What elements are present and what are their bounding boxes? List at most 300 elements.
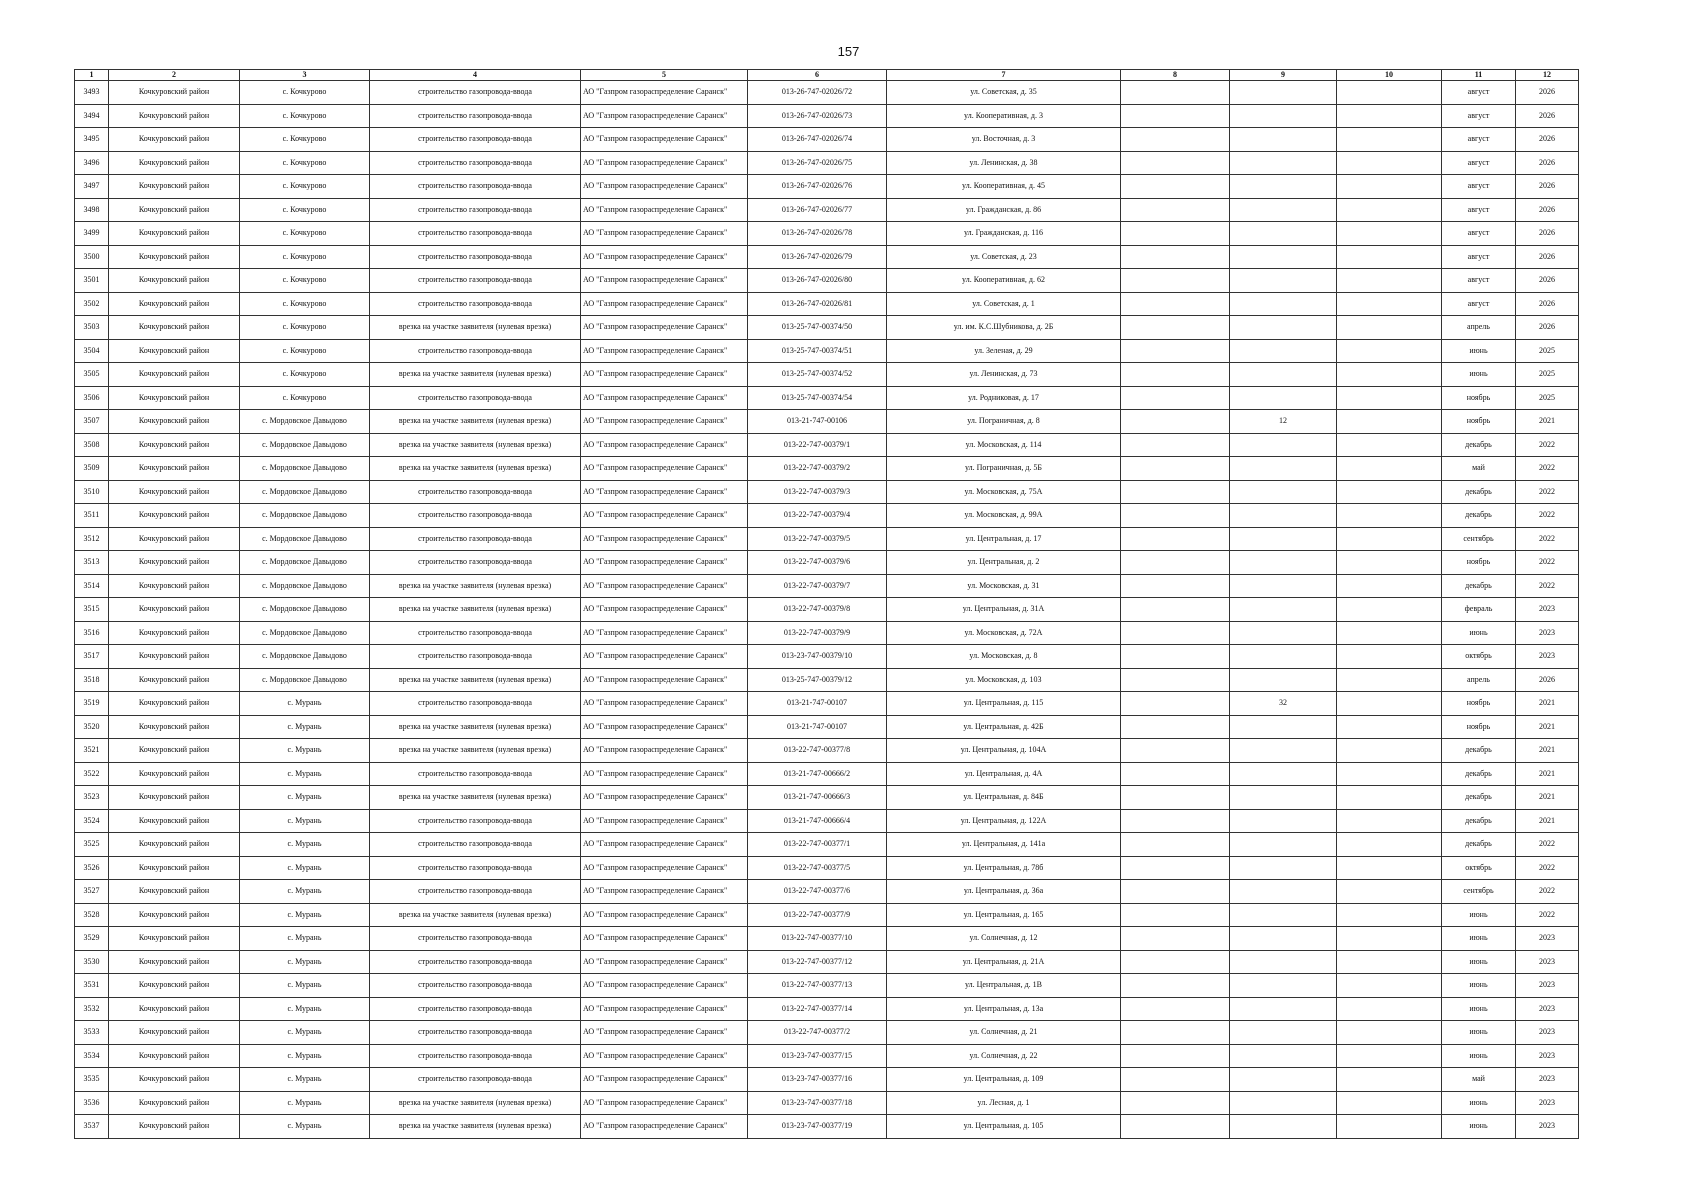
row-number: 3500: [75, 245, 109, 269]
col9-cell: [1230, 386, 1337, 410]
row-number: 3505: [75, 363, 109, 387]
col9-cell: [1230, 997, 1337, 1021]
col10-cell: [1337, 880, 1442, 904]
district-cell: Кочкуровский район: [109, 198, 240, 222]
settlement-cell: с. Кочкурово: [240, 245, 370, 269]
contract-number-cell: 013-22-747-00379/3: [748, 480, 887, 504]
table-row: [75, 151, 1579, 175]
work-type-cell: строительство газопровода-ввода: [370, 927, 581, 951]
col10-cell: [1337, 833, 1442, 857]
settlement-cell: с. Мордовское Давыдово: [240, 598, 370, 622]
month-cell: июнь: [1442, 997, 1516, 1021]
month-cell: август: [1442, 269, 1516, 293]
organization-cell: АО "Газпром газораспределение Саранск": [581, 551, 748, 575]
address-cell: ул. Центральная, д. 13а: [887, 997, 1121, 1021]
organization-cell: АО "Газпром газораспределение Саранск": [581, 668, 748, 692]
col10-cell: [1337, 363, 1442, 387]
address-cell: ул. Советская, д. 23: [887, 245, 1121, 269]
contract-number-cell: 013-25-747-00374/51: [748, 339, 887, 363]
year-cell: 2025: [1516, 339, 1579, 363]
month-cell: декабрь: [1442, 833, 1516, 857]
table-row: [75, 1068, 1579, 1092]
district-cell: Кочкуровский район: [109, 480, 240, 504]
col10-cell: [1337, 386, 1442, 410]
row-number: 3510: [75, 480, 109, 504]
table-row: [75, 363, 1579, 387]
organization-cell: АО "Газпром газораспределение Саранск": [581, 269, 748, 293]
settlement-cell: с. Мордовское Давыдово: [240, 574, 370, 598]
settlement-cell: с. Мурань: [240, 880, 370, 904]
settlement-cell: с. Кочкурово: [240, 128, 370, 152]
district-cell: Кочкуровский район: [109, 833, 240, 857]
contract-number-cell: 013-21-747-00666/2: [748, 762, 887, 786]
contract-number-cell: 013-22-747-00379/9: [748, 621, 887, 645]
work-type-cell: строительство газопровода-ввода: [370, 222, 581, 246]
address-cell: ул. Ленинская, д. 73: [887, 363, 1121, 387]
contract-number-cell: 013-21-747-00107: [748, 715, 887, 739]
address-cell: ул. Центральная, д. 78б: [887, 856, 1121, 880]
organization-cell: АО "Газпром газораспределение Саранск": [581, 645, 748, 669]
organization-cell: АО "Газпром газораспределение Саранск": [581, 410, 748, 434]
col10-cell: [1337, 198, 1442, 222]
year-cell: 2023: [1516, 1115, 1579, 1139]
organization-cell: АО "Газпром газораспределение Саранск": [581, 245, 748, 269]
work-type-cell: врезка на участке заявителя (нулевая врезка): [370, 316, 581, 340]
month-cell: май: [1442, 1068, 1516, 1092]
row-number: 3494: [75, 104, 109, 128]
row-number: 3517: [75, 645, 109, 669]
district-cell: Кочкуровский район: [109, 316, 240, 340]
organization-cell: АО "Газпром газораспределение Саранск": [581, 598, 748, 622]
work-type-cell: врезка на участке заявителя (нулевая врезка): [370, 363, 581, 387]
year-cell: 2025: [1516, 363, 1579, 387]
address-cell: ул. Центральная, д. 109: [887, 1068, 1121, 1092]
table-body: [75, 81, 1579, 1139]
organization-cell: АО "Газпром газораспределение Саранск": [581, 386, 748, 410]
settlement-cell: с. Кочкурово: [240, 104, 370, 128]
col8-cell: [1121, 809, 1230, 833]
year-cell: 2025: [1516, 386, 1579, 410]
contract-number-cell: 013-26-747-02026/80: [748, 269, 887, 293]
settlement-cell: с. Мурань: [240, 762, 370, 786]
district-cell: Кочкуровский район: [109, 950, 240, 974]
year-cell: 2022: [1516, 551, 1579, 575]
year-cell: 2022: [1516, 903, 1579, 927]
work-type-cell: строительство газопровода-ввода: [370, 81, 581, 105]
col10-cell: [1337, 621, 1442, 645]
month-cell: ноябрь: [1442, 715, 1516, 739]
col8-cell: [1121, 739, 1230, 763]
table-row: [75, 950, 1579, 974]
month-cell: август: [1442, 175, 1516, 199]
work-type-cell: врезка на участке заявителя (нулевая врезка): [370, 786, 581, 810]
table-row: [75, 692, 1579, 716]
table-row: [75, 457, 1579, 481]
col8-cell: [1121, 527, 1230, 551]
contract-number-cell: 013-26-747-02026/74: [748, 128, 887, 152]
month-cell: декабрь: [1442, 574, 1516, 598]
district-cell: Кочкуровский район: [109, 363, 240, 387]
organization-cell: АО "Газпром газораспределение Саранск": [581, 1068, 748, 1092]
col9-cell: [1230, 856, 1337, 880]
year-cell: 2026: [1516, 269, 1579, 293]
address-cell: ул. Пограничная, д. 8: [887, 410, 1121, 434]
col8-cell: [1121, 927, 1230, 951]
col8-cell: [1121, 222, 1230, 246]
col9-cell: [1230, 645, 1337, 669]
col10-cell: [1337, 292, 1442, 316]
month-cell: сентябрь: [1442, 527, 1516, 551]
col10-cell: [1337, 551, 1442, 575]
address-cell: ул. Лесная, д. 1: [887, 1091, 1121, 1115]
col10-cell: [1337, 692, 1442, 716]
contract-number-cell: 013-21-747-00106: [748, 410, 887, 434]
year-cell: 2022: [1516, 880, 1579, 904]
address-cell: ул. Центральная, д. 1В: [887, 974, 1121, 998]
col8-cell: [1121, 269, 1230, 293]
organization-cell: АО "Газпром газораспределение Саранск": [581, 903, 748, 927]
organization-cell: АО "Газпром газораспределение Саранск": [581, 292, 748, 316]
work-type-cell: строительство газопровода-ввода: [370, 527, 581, 551]
year-cell: 2023: [1516, 927, 1579, 951]
month-cell: июнь: [1442, 339, 1516, 363]
table-row: [75, 715, 1579, 739]
contract-number-cell: 013-22-747-00377/12: [748, 950, 887, 974]
row-number: 3533: [75, 1021, 109, 1045]
month-cell: февраль: [1442, 598, 1516, 622]
col8-cell: [1121, 621, 1230, 645]
year-cell: 2026: [1516, 175, 1579, 199]
month-cell: июнь: [1442, 363, 1516, 387]
address-cell: ул. Гражданская, д. 86: [887, 198, 1121, 222]
organization-cell: АО "Газпром газораспределение Саранск": [581, 927, 748, 951]
month-cell: август: [1442, 292, 1516, 316]
col9-cell: [1230, 786, 1337, 810]
organization-cell: АО "Газпром газораспределение Саранск": [581, 339, 748, 363]
col8-cell: [1121, 880, 1230, 904]
address-cell: ул. Кооперативная, д. 62: [887, 269, 1121, 293]
settlement-cell: с. Мурань: [240, 1091, 370, 1115]
table-row: [75, 645, 1579, 669]
contract-number-cell: 013-23-747-00377/16: [748, 1068, 887, 1092]
work-type-cell: строительство газопровода-ввода: [370, 104, 581, 128]
page-number: 157: [837, 44, 860, 59]
col8-cell: [1121, 974, 1230, 998]
settlement-cell: с. Кочкурово: [240, 175, 370, 199]
district-cell: Кочкуровский район: [109, 386, 240, 410]
month-cell: ноябрь: [1442, 692, 1516, 716]
col9-cell: [1230, 809, 1337, 833]
column-header-6: 6: [748, 70, 887, 81]
year-cell: 2022: [1516, 480, 1579, 504]
column-header-5: 5: [581, 70, 748, 81]
col8-cell: [1121, 175, 1230, 199]
settlement-cell: с. Мордовское Давыдово: [240, 668, 370, 692]
col10-cell: [1337, 81, 1442, 105]
district-cell: Кочкуровский район: [109, 504, 240, 528]
col9-cell: [1230, 81, 1337, 105]
year-cell: 2023: [1516, 645, 1579, 669]
address-cell: ул. Солнечная, д. 21: [887, 1021, 1121, 1045]
year-cell: 2021: [1516, 715, 1579, 739]
address-cell: ул. Зеленая, д. 29: [887, 339, 1121, 363]
organization-cell: АО "Газпром газораспределение Саранск": [581, 222, 748, 246]
col8-cell: [1121, 551, 1230, 575]
col9-cell: [1230, 222, 1337, 246]
table-row: [75, 574, 1579, 598]
contract-number-cell: 013-22-747-00377/6: [748, 880, 887, 904]
month-cell: август: [1442, 245, 1516, 269]
work-type-cell: строительство газопровода-ввода: [370, 997, 581, 1021]
work-type-cell: строительство газопровода-ввода: [370, 833, 581, 857]
settlement-cell: с. Мурань: [240, 1068, 370, 1092]
column-number-row: [75, 70, 1579, 81]
settlement-cell: с. Мордовское Давыдово: [240, 645, 370, 669]
col8-cell: [1121, 198, 1230, 222]
col9-cell: [1230, 903, 1337, 927]
work-type-cell: строительство газопровода-ввода: [370, 504, 581, 528]
row-number: 3528: [75, 903, 109, 927]
col10-cell: [1337, 222, 1442, 246]
row-number: 3525: [75, 833, 109, 857]
district-cell: Кочкуровский район: [109, 457, 240, 481]
settlement-cell: с. Мурань: [240, 809, 370, 833]
column-header-3: 3: [240, 70, 370, 81]
col9-cell: [1230, 739, 1337, 763]
col8-cell: [1121, 1091, 1230, 1115]
col10-cell: [1337, 128, 1442, 152]
row-number: 3496: [75, 151, 109, 175]
row-number: 3499: [75, 222, 109, 246]
column-header-10: 10: [1337, 70, 1442, 81]
work-type-cell: строительство газопровода-ввода: [370, 621, 581, 645]
organization-cell: АО "Газпром газораспределение Саранск": [581, 128, 748, 152]
month-cell: июнь: [1442, 927, 1516, 951]
address-cell: ул. Московская, д. 75А: [887, 480, 1121, 504]
year-cell: 2023: [1516, 621, 1579, 645]
address-cell: ул. Московская, д. 103: [887, 668, 1121, 692]
table-row: [75, 927, 1579, 951]
year-cell: 2023: [1516, 1068, 1579, 1092]
work-type-cell: строительство газопровода-ввода: [370, 480, 581, 504]
settlement-cell: с. Кочкурово: [240, 316, 370, 340]
col10-cell: [1337, 480, 1442, 504]
row-number: 3526: [75, 856, 109, 880]
table-row: [75, 598, 1579, 622]
address-cell: ул. Московская, д. 72А: [887, 621, 1121, 645]
work-type-cell: строительство газопровода-ввода: [370, 339, 581, 363]
work-type-cell: строительство газопровода-ввода: [370, 880, 581, 904]
organization-cell: АО "Газпром газораспределение Саранск": [581, 1021, 748, 1045]
month-cell: июнь: [1442, 974, 1516, 998]
col10-cell: [1337, 339, 1442, 363]
col10-cell: [1337, 1068, 1442, 1092]
year-cell: 2026: [1516, 81, 1579, 105]
contract-number-cell: 013-26-747-02026/81: [748, 292, 887, 316]
col10-cell: [1337, 104, 1442, 128]
district-cell: Кочкуровский район: [109, 974, 240, 998]
work-type-cell: строительство газопровода-ввода: [370, 692, 581, 716]
work-type-cell: врезка на участке заявителя (нулевая врезка): [370, 433, 581, 457]
district-cell: Кочкуровский район: [109, 927, 240, 951]
month-cell: июнь: [1442, 1115, 1516, 1139]
col10-cell: [1337, 950, 1442, 974]
row-number: 3534: [75, 1044, 109, 1068]
year-cell: 2021: [1516, 739, 1579, 763]
month-cell: ноябрь: [1442, 410, 1516, 434]
col8-cell: [1121, 316, 1230, 340]
contract-number-cell: 013-26-747-02026/78: [748, 222, 887, 246]
year-cell: 2022: [1516, 574, 1579, 598]
year-cell: 2021: [1516, 410, 1579, 434]
year-cell: 2026: [1516, 128, 1579, 152]
col10-cell: [1337, 715, 1442, 739]
year-cell: 2021: [1516, 786, 1579, 810]
month-cell: июнь: [1442, 1044, 1516, 1068]
month-cell: август: [1442, 198, 1516, 222]
address-cell: ул. Центральная, д. 2: [887, 551, 1121, 575]
district-cell: Кочкуровский район: [109, 104, 240, 128]
district-cell: Кочкуровский район: [109, 692, 240, 716]
table-row: [75, 880, 1579, 904]
table-row: [75, 903, 1579, 927]
col9-cell: [1230, 668, 1337, 692]
work-type-cell: врезка на участке заявителя (нулевая врезка): [370, 598, 581, 622]
year-cell: 2026: [1516, 104, 1579, 128]
work-type-cell: строительство газопровода-ввода: [370, 151, 581, 175]
year-cell: 2023: [1516, 1091, 1579, 1115]
month-cell: июнь: [1442, 1021, 1516, 1045]
col8-cell: [1121, 433, 1230, 457]
district-cell: Кочкуровский район: [109, 1021, 240, 1045]
col10-cell: [1337, 668, 1442, 692]
year-cell: 2023: [1516, 1044, 1579, 1068]
col9-cell: [1230, 1021, 1337, 1045]
col9-cell: [1230, 621, 1337, 645]
col8-cell: [1121, 363, 1230, 387]
settlement-cell: с. Кочкурово: [240, 269, 370, 293]
column-header-7: 7: [887, 70, 1121, 81]
contract-number-cell: 013-25-747-00379/12: [748, 668, 887, 692]
row-number: 3514: [75, 574, 109, 598]
col10-cell: [1337, 1044, 1442, 1068]
district-cell: Кочкуровский район: [109, 1044, 240, 1068]
col10-cell: [1337, 1021, 1442, 1045]
district-cell: Кочкуровский район: [109, 997, 240, 1021]
col9-cell: [1230, 1115, 1337, 1139]
district-cell: Кочкуровский район: [109, 645, 240, 669]
district-cell: Кочкуровский район: [109, 81, 240, 105]
contract-number-cell: 013-23-747-00377/15: [748, 1044, 887, 1068]
organization-cell: АО "Газпром газораспределение Саранск": [581, 81, 748, 105]
address-cell: ул. Центральная, д. 141а: [887, 833, 1121, 857]
year-cell: 2022: [1516, 527, 1579, 551]
month-cell: декабрь: [1442, 739, 1516, 763]
table-row: [75, 621, 1579, 645]
col10-cell: [1337, 527, 1442, 551]
table-row: [75, 1115, 1579, 1139]
contract-number-cell: 013-25-747-00374/54: [748, 386, 887, 410]
table-row: [75, 245, 1579, 269]
settlement-cell: с. Мордовское Давыдово: [240, 621, 370, 645]
year-cell: 2022: [1516, 457, 1579, 481]
contract-number-cell: 013-26-747-02026/73: [748, 104, 887, 128]
col9-cell: [1230, 1091, 1337, 1115]
month-cell: август: [1442, 222, 1516, 246]
settlement-cell: с. Мурань: [240, 974, 370, 998]
contract-number-cell: 013-22-747-00379/6: [748, 551, 887, 575]
col8-cell: [1121, 128, 1230, 152]
settlement-cell: с. Мурань: [240, 950, 370, 974]
organization-cell: АО "Газпром газораспределение Саранск": [581, 997, 748, 1021]
col10-cell: [1337, 997, 1442, 1021]
contract-number-cell: 013-26-747-02026/79: [748, 245, 887, 269]
address-cell: ул. Советская, д. 1: [887, 292, 1121, 316]
col9-cell: [1230, 292, 1337, 316]
organization-cell: АО "Газпром газораспределение Саранск": [581, 151, 748, 175]
col10-cell: [1337, 175, 1442, 199]
table-row: [75, 386, 1579, 410]
table-row: [75, 104, 1579, 128]
col9-cell: [1230, 198, 1337, 222]
table-row: [75, 762, 1579, 786]
col8-cell: [1121, 245, 1230, 269]
contract-number-cell: 013-22-747-00377/14: [748, 997, 887, 1021]
col8-cell: [1121, 903, 1230, 927]
district-cell: Кочкуровский район: [109, 128, 240, 152]
work-type-cell: строительство газопровода-ввода: [370, 974, 581, 998]
row-number: 3529: [75, 927, 109, 951]
contract-number-cell: 013-26-747-02026/77: [748, 198, 887, 222]
address-cell: ул. Кооперативная, д. 45: [887, 175, 1121, 199]
year-cell: 2026: [1516, 668, 1579, 692]
table-row: [75, 739, 1579, 763]
row-number: 3535: [75, 1068, 109, 1092]
contract-number-cell: 013-21-747-00666/3: [748, 786, 887, 810]
organization-cell: АО "Газпром газораспределение Саранск": [581, 809, 748, 833]
district-cell: Кочкуровский район: [109, 739, 240, 763]
table-row: [75, 786, 1579, 810]
row-number: 3502: [75, 292, 109, 316]
col8-cell: [1121, 504, 1230, 528]
district-cell: Кочкуровский район: [109, 1115, 240, 1139]
district-cell: Кочкуровский район: [109, 1068, 240, 1092]
table-row: [75, 222, 1579, 246]
contract-number-cell: 013-21-747-00107: [748, 692, 887, 716]
district-cell: Кочкуровский район: [109, 598, 240, 622]
work-type-cell: строительство газопровода-ввода: [370, 809, 581, 833]
year-cell: 2022: [1516, 504, 1579, 528]
organization-cell: АО "Газпром газораспределение Саранск": [581, 1091, 748, 1115]
row-number: 3519: [75, 692, 109, 716]
work-type-cell: строительство газопровода-ввода: [370, 269, 581, 293]
address-cell: ул. Центральная, д. 42Б: [887, 715, 1121, 739]
year-cell: 2026: [1516, 245, 1579, 269]
contract-number-cell: 013-23-747-00377/19: [748, 1115, 887, 1139]
col10-cell: [1337, 903, 1442, 927]
row-number: 3515: [75, 598, 109, 622]
month-cell: декабрь: [1442, 504, 1516, 528]
row-number: 3512: [75, 527, 109, 551]
col8-cell: [1121, 151, 1230, 175]
col10-cell: [1337, 645, 1442, 669]
col8-cell: [1121, 786, 1230, 810]
col10-cell: [1337, 269, 1442, 293]
settlement-cell: с. Кочкурово: [240, 339, 370, 363]
district-cell: Кочкуровский район: [109, 809, 240, 833]
address-cell: ул. Центральная, д. 105: [887, 1115, 1121, 1139]
row-number: 3527: [75, 880, 109, 904]
